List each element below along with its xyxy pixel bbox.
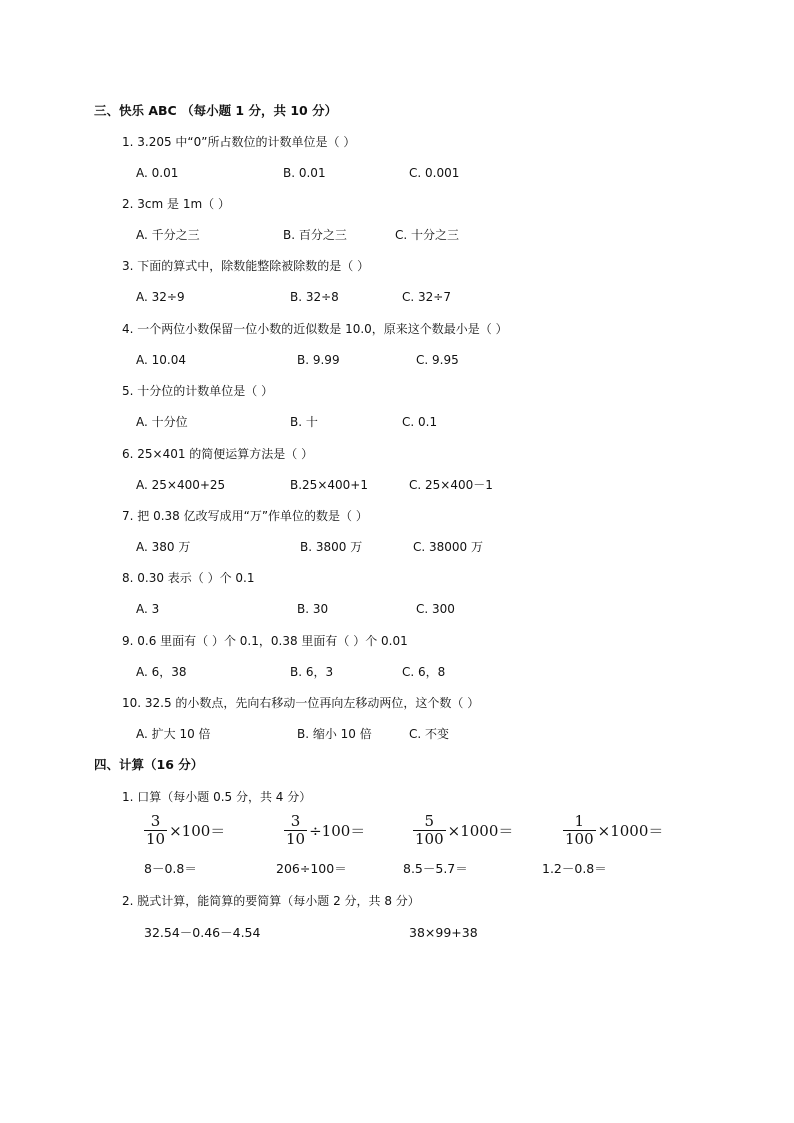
question-stem: 1. 3.205 中“0”所占数位的计数单位是（ ） bbox=[122, 135, 356, 149]
oral-calc-item: 206÷100＝ bbox=[276, 861, 347, 876]
option-a: A. 扩大 10 倍 bbox=[136, 727, 211, 741]
option-c: C. 38000 万 bbox=[413, 540, 483, 554]
fraction-expression bbox=[144, 813, 225, 848]
oral-calc-item: 8.5－5.7＝ bbox=[403, 861, 468, 876]
question-stem: 8. 0.30 表示（ ）个 0.1 bbox=[122, 571, 255, 585]
option-a: A. 6，38 bbox=[136, 665, 187, 679]
expression-rest: ×100＝ bbox=[169, 822, 226, 840]
option-c: C. 32÷7 bbox=[402, 290, 451, 304]
question-stem: 3. 下面的算式中，除数能整除被除数的是（ ） bbox=[122, 259, 370, 273]
section-title: 三、快乐 ABC （每小题 1 分，共 10 分） bbox=[94, 103, 338, 118]
fraction-expression bbox=[413, 813, 513, 848]
option-c: C. 0.001 bbox=[409, 166, 460, 180]
oral-calc-title: 1. 口算（每小题 0.5 分，共 4 分） bbox=[122, 790, 312, 804]
option-a: A. 32÷9 bbox=[136, 290, 185, 304]
expression-rest: ×1000＝ bbox=[597, 822, 664, 840]
question-stem: 7. 把 0.38 亿改写成用“万”作单位的数是（ ） bbox=[122, 509, 368, 523]
option-b: B. 0.01 bbox=[283, 166, 326, 180]
option-c: C. 9.95 bbox=[416, 353, 459, 367]
option-c: C. 0.1 bbox=[402, 415, 438, 429]
step-calc-title: 2. 脱式计算，能简算的要简算（每小题 2 分，共 8 分） bbox=[122, 894, 420, 908]
option-c: C. 十分之三 bbox=[395, 228, 460, 242]
option-a: A. 380 万 bbox=[136, 540, 191, 554]
option-b: B. 9.99 bbox=[297, 353, 340, 367]
step-calc-item: 32.54－0.46－4.54 bbox=[144, 925, 261, 940]
option-c: C. 300 bbox=[416, 602, 455, 616]
option-b: B. 32÷8 bbox=[290, 290, 339, 304]
question-stem: 9. 0.6 里面有（ ）个 0.1，0.38 里面有（ ）个 0.01 bbox=[122, 634, 408, 648]
section-title: 四、计算（16 分） bbox=[94, 757, 204, 772]
fraction-expression bbox=[284, 813, 365, 848]
numerator: 5 bbox=[424, 812, 435, 830]
option-a: A. 25×400+25 bbox=[136, 478, 226, 492]
question-stem: 5. 十分位的计数单位是（ ） bbox=[122, 384, 274, 398]
option-b: B. 十 bbox=[290, 415, 318, 429]
expression-rest: ÷100＝ bbox=[309, 822, 366, 840]
denominator: 10 bbox=[286, 830, 306, 848]
denominator: 100 bbox=[565, 830, 594, 848]
option-a: A. 3 bbox=[136, 602, 160, 616]
option-b: B.25×400+1 bbox=[290, 478, 368, 492]
option-a: A. 0.01 bbox=[136, 166, 179, 180]
numerator: 1 bbox=[574, 812, 585, 830]
question-stem: 10. 32.5 的小数点，先向右移动一位再向左移动两位，这个数（ ） bbox=[122, 696, 480, 710]
option-b: B. 百分之三 bbox=[283, 228, 347, 242]
option-a: A. 千分之三 bbox=[136, 228, 200, 242]
option-c: C. 不变 bbox=[409, 727, 450, 741]
option-a: A. 10.04 bbox=[136, 353, 186, 367]
expression-rest: ×1000＝ bbox=[447, 822, 514, 840]
question-stem: 4. 一个两位小数保留一位小数的近似数是 10.0，原来这个数最小是（ ） bbox=[122, 322, 508, 336]
option-b: B. 6，3 bbox=[290, 665, 334, 679]
question-stem: 2. 3cm 是 1m（ ） bbox=[122, 197, 230, 211]
option-c: C. 25×400－1 bbox=[409, 478, 493, 492]
option-a: A. 十分位 bbox=[136, 415, 188, 429]
denominator: 100 bbox=[415, 830, 444, 848]
option-c: C. 6，8 bbox=[402, 665, 446, 679]
question-stem: 6. 25×401 的简便运算方法是（ ） bbox=[122, 447, 314, 461]
oral-calc-item: 8－0.8＝ bbox=[144, 861, 197, 876]
option-b: B. 3800 万 bbox=[300, 540, 363, 554]
step-calc-item: 38×99+38 bbox=[409, 925, 478, 940]
numerator: 3 bbox=[290, 812, 301, 830]
oral-calc-item: 1.2－0.8＝ bbox=[542, 861, 607, 876]
option-b: B. 缩小 10 倍 bbox=[297, 727, 372, 741]
numerator: 3 bbox=[150, 812, 161, 830]
fraction-expression bbox=[563, 813, 663, 848]
denominator: 10 bbox=[146, 830, 166, 848]
option-b: B. 30 bbox=[297, 602, 329, 616]
